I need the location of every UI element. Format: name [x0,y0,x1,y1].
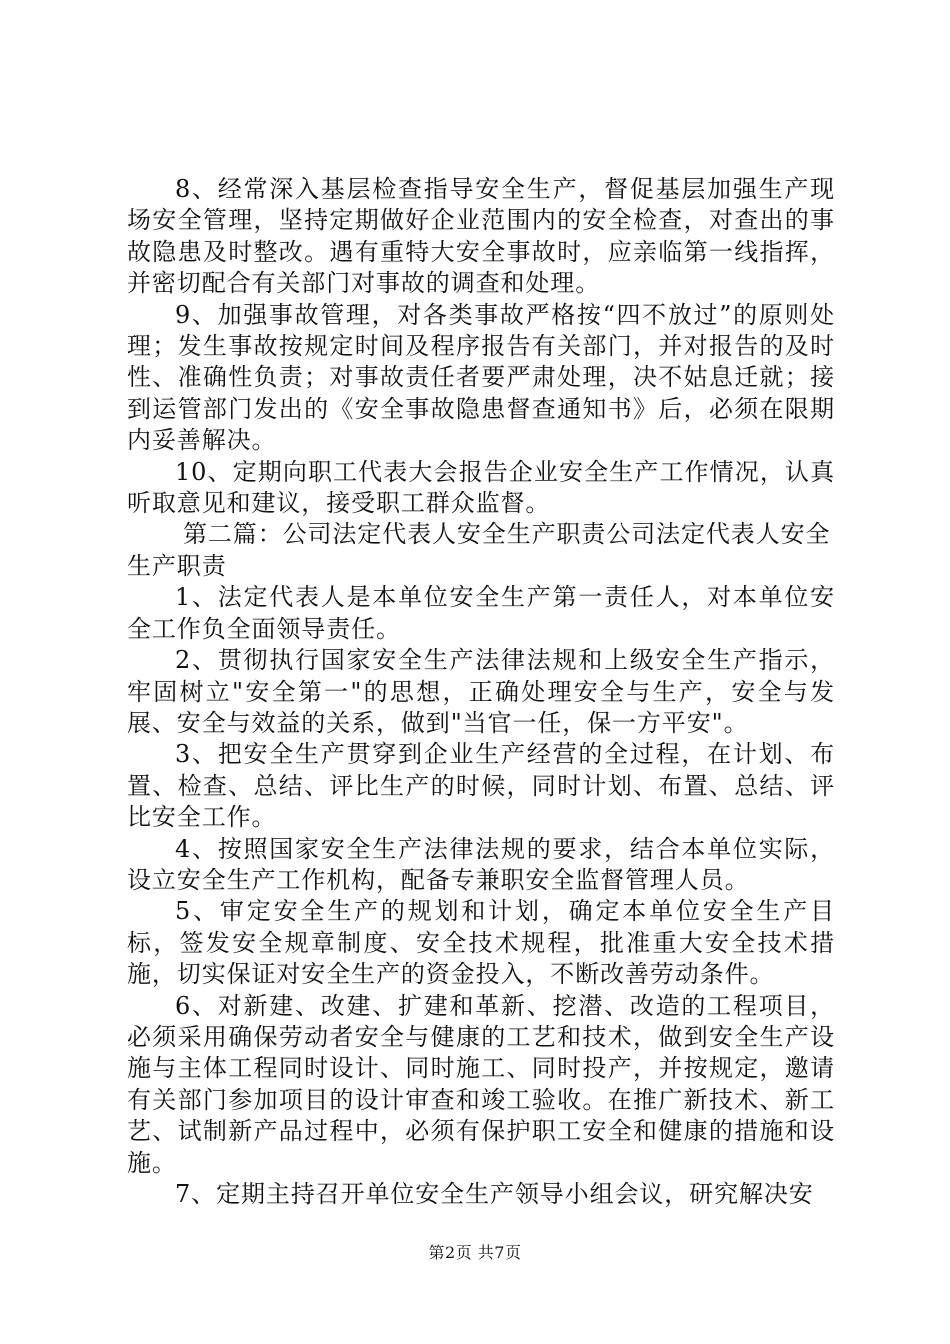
document-body [127,174,835,1210]
paragraph-item-10: 10、定期向职工代表大会报告企业安全生产工作情况，认真听取意见和建议，接受职工群众监督。 [127,457,835,518]
paragraph-item-4: 4、按照国家安全生产法律法规的要求，结合本单位实际，设立安全生产工作机构，配备专兼职安全监督管理人员。 [127,834,835,894]
section-heading: 第二篇：公司法定代表人安全生产职责公司法定代表人安全生产职责 [127,520,831,580]
paragraph-item-9: 9、加强事故管理，对各类事故严格按“四不放过”的原则处理；发生事故按规定时间及程序报告有关部门，并对报告的及时性、准确性负责；对事故责任者要严肃处理，决不姑息迁就；接到运管部门发出的《安全事故隐患督查通知书》后，必须在限期内妥善解决。 [127,300,835,455]
paragraph-item-7: 7、定期主持召开单位安全生产领导小组会议，研究解决安 [175,1180,814,1208]
paragraph-item-8: 8、经常深入基层检查指导安全生产，督促基层加强生产现场安全管理，坚持定期做好企业范围内的安全检查，对查出的事故隐患及时整改。遇有重特大安全事故时，应亲临第一线指挥，并密切配合有关部门对事故的调查和处理。 [127,175,835,298]
paragraph-item-5: 5、审定安全生产的规划和计划，确定本单位安全生产目标，签发安全规章制度、安全技术规程，批准重大安全技术措施，切实保证对安全生产的资金投入，不断改善劳动条件。 [127,897,835,989]
paragraph-item-1: 1、法定代表人是本单位安全生产第一责任人，对本单位安全工作负全面领导责任。 [127,583,835,643]
paragraph-item-3: 3、把安全生产贯穿到企业生产经营的全过程，在计划、布置、检查、总结、评比生产的时候，同时计划、布置、总结、评比安全工作。 [127,740,835,832]
page-footer: 第2页 共7页 [428,1243,522,1262]
paragraph-item-2: 2、贯彻执行国家安全生产法律法规和上级安全生产指示，牢固树立"安全第一"的思想，正确处理安全与生产，安全与发展、安全与效益的关系，做到"当官一任，保一方平安"。 [127,646,835,737]
paragraph-item-6: 6、对新建、改建、扩建和革新、挖潜、改造的工程项目，必须采用确保劳动者安全与健康的工艺和技术，做到安全生产设施与主体工程同时设计、同时施工、同时投产，并按规定，邀请有关部门参加项目的设计审查和竣工验收。在推广新技术、新工艺、试制新产品过程中，必须有保护职工安全和健康的措施和设施。 [127,991,835,1177]
